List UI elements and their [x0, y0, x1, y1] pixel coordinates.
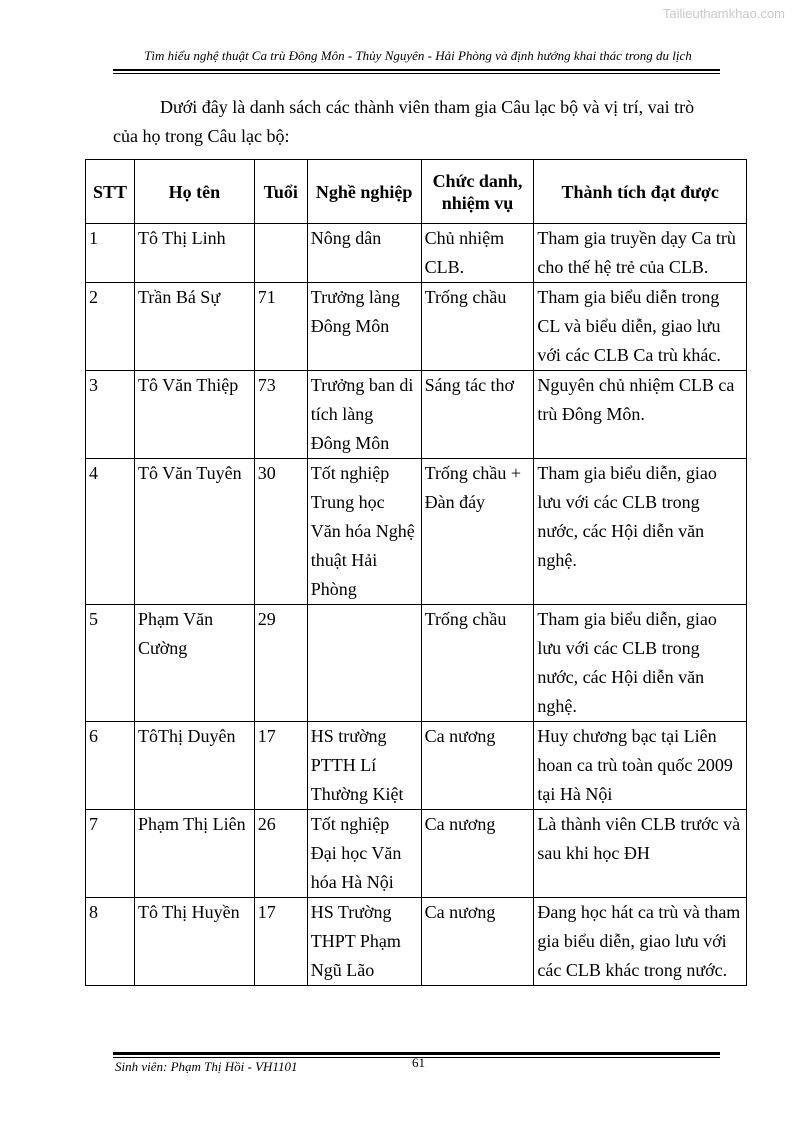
- cell-age: 71: [254, 283, 307, 371]
- cell-name: Phạm Văn Cường: [134, 605, 254, 722]
- cell-age: 17: [254, 722, 307, 810]
- table-row: [86, 810, 747, 898]
- cell-stt: 5: [86, 605, 135, 722]
- cell-name: Trần Bá Sự: [134, 283, 254, 371]
- header-stt: STT: [86, 160, 135, 224]
- cell-occupation: Trưởng làng Đông Môn: [307, 283, 421, 371]
- watermark: Tailieuthamkhao.com: [662, 6, 785, 21]
- cell-achievement: Huy chương bạc tại Liên hoan ca trù toàn quốc 2009 tại Hà Nội: [534, 722, 747, 810]
- table-row: [86, 371, 747, 459]
- cell-role: Ca nương: [421, 810, 534, 898]
- cell-stt: 4: [86, 459, 135, 605]
- cell-achievement: Tham gia biểu diễn trong CL và biểu diễn, giao lưu với các CLB Ca trù khác.: [534, 283, 747, 371]
- cell-age: 30: [254, 459, 307, 605]
- cell-occupation: Tốt nghiệp Đại học Văn hóa Hà Nội: [307, 810, 421, 898]
- cell-occupation: [307, 605, 421, 722]
- cell-name: Tô Thị Linh: [134, 224, 254, 283]
- cell-stt: 6: [86, 722, 135, 810]
- cell-name: Tô Thị Huyền: [134, 898, 254, 986]
- cell-role: Trống chầu + Đàn đáy: [421, 459, 534, 605]
- cell-role: Trống chầu: [421, 283, 534, 371]
- cell-occupation: HS trường PTTH Lí Thường Kiệt: [307, 722, 421, 810]
- cell-achievement: Nguyên chủ nhiệm CLB ca trù Đông Môn.: [534, 371, 747, 459]
- cell-achievement: Tham gia truyền dạy Ca trù cho thế hệ trẻ của CLB.: [534, 224, 747, 283]
- page-number: 61: [412, 1055, 425, 1070]
- header-name: Họ tên: [134, 160, 254, 224]
- cell-name: Phạm Thị Liên: [134, 810, 254, 898]
- table-header-row: [86, 160, 747, 224]
- cell-occupation: Nông dân: [307, 224, 421, 283]
- cell-achievement: Tham gia biểu diễn, giao lưu với các CLB trong nước, các Hội diễn văn nghệ.: [534, 605, 747, 722]
- cell-achievement: Tham gia biểu diễn, giao lưu với các CLB trong nước, các Hội diễn văn nghệ.: [534, 459, 747, 605]
- cell-name: Tô Văn Tuyên: [134, 459, 254, 605]
- cell-stt: 7: [86, 810, 135, 898]
- cell-achievement: Là thành viên CLB trước và sau khi học ĐH: [534, 810, 747, 898]
- cell-achievement: Đang học hát ca trù và tham gia biểu diễn, giao lưu với các CLB khác trong nước.: [534, 898, 747, 986]
- header-occupation: Nghề nghiệp: [307, 160, 421, 224]
- footer-student: Sinh viên: Phạm Thị Hồi - VH1101: [115, 1059, 298, 1074]
- header-role: Chức danh, nhiệm vụ: [421, 160, 534, 224]
- table-row: [86, 898, 747, 986]
- intro-text: Dưới đây là danh sách các thành viên tham gia Câu lạc bộ và vị trí, vai trò của họ trong Câu lạc bộ:: [113, 97, 695, 146]
- cell-stt: 3: [86, 371, 135, 459]
- cell-occupation: Tốt nghiệp Trung học Văn hóa Nghệ thuật Hải Phòng: [307, 459, 421, 605]
- cell-stt: 1: [86, 224, 135, 283]
- members-table: [85, 159, 747, 986]
- cell-name: Tô Văn Thiệp: [134, 371, 254, 459]
- cell-role: Sáng tác thơ: [421, 371, 534, 459]
- table-row: [86, 459, 747, 605]
- cell-age: 26: [254, 810, 307, 898]
- table-row: [86, 283, 747, 371]
- header-rule-thin: [113, 73, 720, 74]
- running-header: Tìm hiểu nghệ thuật Ca trù Đông Môn - Thủy Nguyên - Hải Phòng và định hướng khai thác trong du lịch: [144, 48, 692, 63]
- table-row: [86, 605, 747, 722]
- cell-stt: 2: [86, 283, 135, 371]
- cell-name: TôThị Duyên: [134, 722, 254, 810]
- header-rule: [113, 69, 720, 71]
- cell-age: [254, 224, 307, 283]
- cell-age: 17: [254, 898, 307, 986]
- cell-role: Trống chầu: [421, 605, 534, 722]
- header-achievement: Thành tích đạt được: [534, 160, 747, 224]
- cell-age: 73: [254, 371, 307, 459]
- intro-paragraph: [113, 93, 723, 151]
- header-age: Tuổi: [254, 160, 307, 224]
- cell-stt: 8: [86, 898, 135, 986]
- table-row: [86, 722, 747, 810]
- cell-age: 29: [254, 605, 307, 722]
- cell-occupation: Trưởng ban di tích làng Đông Môn: [307, 371, 421, 459]
- table-row: [86, 224, 747, 283]
- cell-occupation: HS Trường THPT Phạm Ngũ Lão: [307, 898, 421, 986]
- cell-role: Ca nương: [421, 722, 534, 810]
- cell-role: Chủ nhiệm CLB.: [421, 224, 534, 283]
- cell-role: Ca nương: [421, 898, 534, 986]
